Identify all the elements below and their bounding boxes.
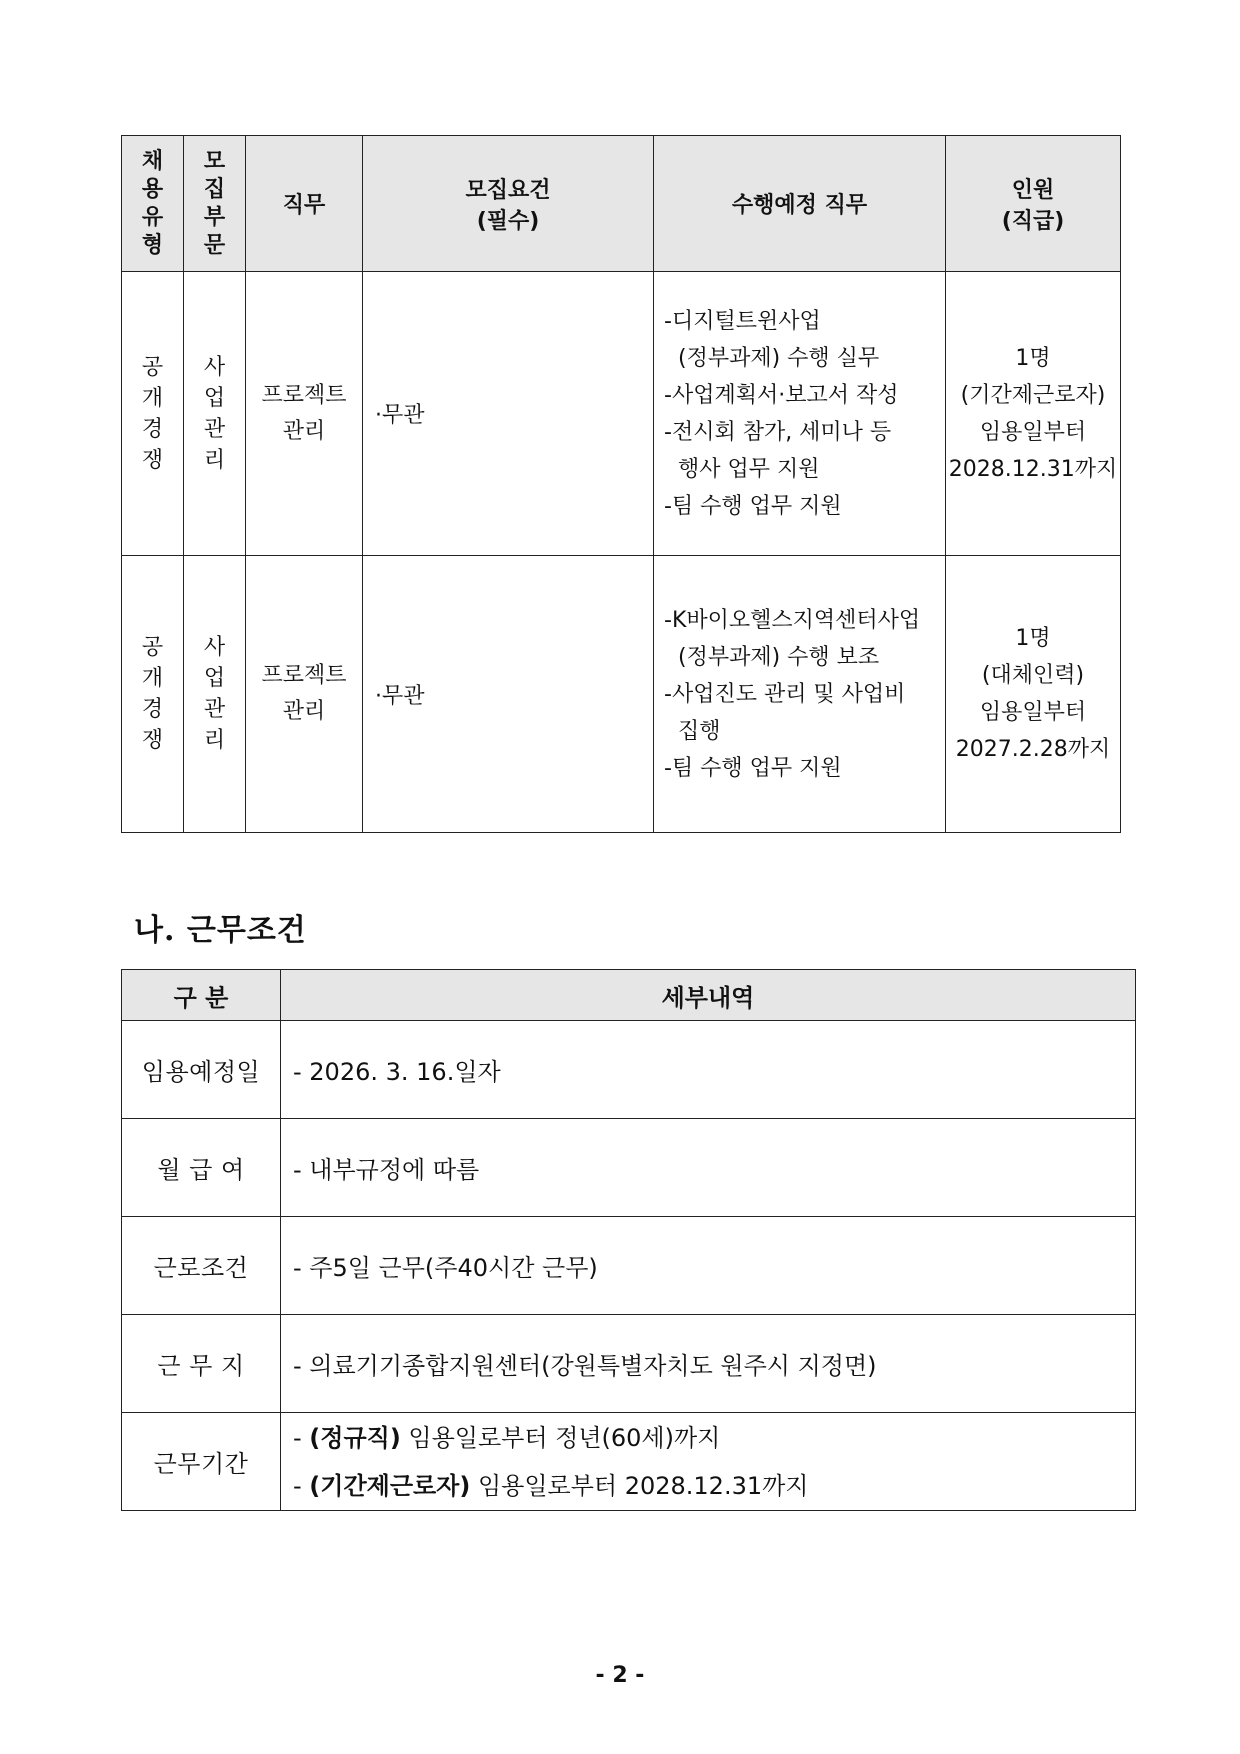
table-row (122, 272, 1121, 556)
job-cell: 프로젝트 관리 (246, 556, 363, 833)
value-cell: - 2026. 3. 16.일자 (281, 1021, 1136, 1119)
table-header-row (122, 136, 1121, 272)
stacked-char: 사 (203, 635, 226, 660)
value-cell: - 내부규정에 따름 (281, 1119, 1136, 1217)
recruit-type-cell (122, 272, 184, 556)
header-job: 직무 (246, 136, 363, 272)
table-row (122, 556, 1121, 833)
duties-line: -전시회 참가, 세미나 등 (664, 419, 892, 445)
stacked-char: 형 (141, 232, 164, 258)
value-cell: - 의료기기종합지원센터(강원특별자치도 원주시 지정면) (281, 1315, 1136, 1413)
header-type (122, 136, 184, 272)
header-dept (184, 136, 246, 272)
recruit-type-cell (122, 556, 184, 833)
page-number: - 2 - (595, 1663, 645, 1688)
category-cell: 월 급 여 (122, 1119, 281, 1217)
period-line: - (기간제근로자) 임용일로부터 2028.12.31까지 (293, 1471, 809, 1500)
category-cell: 근무기간 (122, 1413, 281, 1511)
table-row (122, 1217, 1136, 1315)
value-cell: - 주5일 근무(주40시간 근무) (281, 1217, 1136, 1315)
stacked-char: 채 (141, 148, 164, 174)
table-row (122, 1021, 1136, 1119)
stacked-char: 관 (203, 697, 226, 722)
stacked-char: 관 (203, 416, 226, 442)
requirement-cell: ·무관 (363, 556, 654, 833)
stacked-char: 공 (141, 354, 164, 380)
stacked-char: 개 (141, 666, 164, 691)
stacked-char: 쟁 (141, 447, 164, 473)
work-conditions-table (121, 969, 1136, 1511)
stacked-char: 용 (141, 176, 164, 202)
header-category: 구 분 (122, 970, 281, 1021)
stacked-char: 사 (203, 354, 226, 380)
category-cell: 임용예정일 (122, 1021, 281, 1119)
category-cell: 근로조건 (122, 1217, 281, 1315)
stacked-char: 공 (141, 635, 164, 660)
header-duties: 수행예정 직무 (654, 136, 946, 272)
recruitment-table (121, 135, 1121, 833)
section-title: 나. 근무조건 (134, 913, 307, 948)
period-line: - (정규직) 임용일로부터 정년(60세)까지 (293, 1423, 721, 1452)
stacked-char: 업 (203, 666, 226, 691)
stacked-char: 리 (203, 447, 226, 473)
stacked-char: 모 (203, 148, 226, 174)
duties-cell: -K바이오헬스지역센터사업 (정부과제) 수행 보조 -사업진도 관리 및 사업비 집행 -팀 수행 업무 지원 (654, 556, 946, 833)
count-cell: 1명 (기간제근로자) 임용일부터 2028.12.31까지 (946, 272, 1121, 556)
stacked-char: 문 (203, 232, 226, 258)
dept-cell (184, 556, 246, 833)
stacked-char: 집 (203, 176, 226, 202)
value-cell (281, 1413, 1136, 1511)
table-row (122, 1315, 1136, 1413)
duties-cell: -디지털트윈사업 (정부과제) 수행 실무 -사업계획서·보고서 작성 -전시회 참가, 세미나 등 행사 업무 지원 -팀 수행 업무 지원 (654, 272, 946, 556)
count-cell: 1명 (대체인력) 임용일부터 2027.2.28까지 (946, 556, 1121, 833)
requirement-cell: ·무관 (363, 272, 654, 556)
dept-cell (184, 272, 246, 556)
stacked-char: 리 (203, 728, 226, 753)
stacked-char: 개 (141, 385, 164, 411)
stacked-char: 업 (203, 385, 226, 411)
table-row (122, 1413, 1136, 1511)
stacked-char: 부 (203, 204, 226, 230)
job-cell: 프로젝트 관리 (246, 272, 363, 556)
stacked-char: 경 (141, 416, 164, 442)
stacked-char: 쟁 (141, 728, 164, 753)
header-requirement: 모집요건 (필수) (363, 136, 654, 272)
stacked-char: 유 (141, 204, 164, 230)
table-row (122, 1119, 1136, 1217)
header-count: 인원 (직급) (946, 136, 1121, 272)
table-header-row (122, 970, 1136, 1021)
category-cell: 근 무 지 (122, 1315, 281, 1413)
header-detail: 세부내역 (281, 970, 1136, 1021)
stacked-char: 경 (141, 697, 164, 722)
